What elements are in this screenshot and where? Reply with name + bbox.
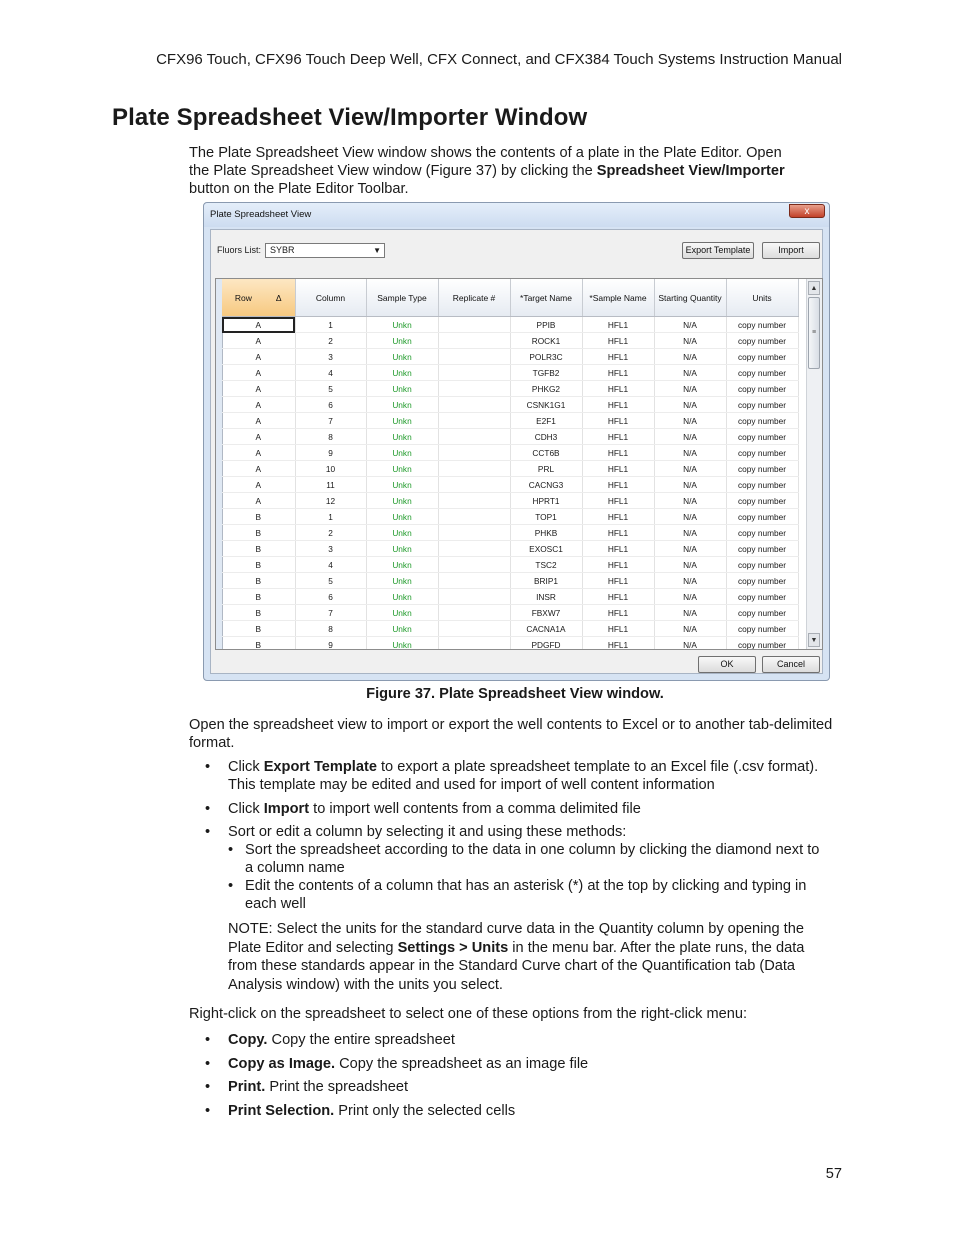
- table-row[interactable]: [222, 573, 798, 589]
- table-cell[interactable]: 2: [295, 525, 366, 541]
- bullet-text: to import well contents from a comma delimited file: [309, 801, 641, 817]
- methods-bullet-list: [205, 758, 825, 913]
- table-cell[interactable]: A: [222, 461, 295, 477]
- table-cell[interactable]: PRL: [510, 461, 582, 477]
- table-cell[interactable]: Unkn: [366, 333, 438, 349]
- option-name: Copy as Image.: [228, 1055, 336, 1072]
- table-cell[interactable]: [438, 349, 510, 365]
- table-cell[interactable]: B: [222, 541, 295, 557]
- column-header[interactable]: *Sample Name: [582, 279, 654, 317]
- export-template-button[interactable]: Export Template: [682, 242, 754, 259]
- table-cell[interactable]: 9: [295, 637, 366, 651]
- option-name: Print.: [228, 1079, 266, 1095]
- table-cell[interactable]: copy number: [726, 381, 798, 397]
- table-cell[interactable]: copy number: [726, 637, 798, 651]
- table-cell[interactable]: N/A: [654, 573, 726, 589]
- spreadsheet-table: [222, 279, 799, 650]
- table-row[interactable]: [222, 621, 798, 637]
- table-cell[interactable]: HFL1: [582, 397, 654, 413]
- table-cell[interactable]: [438, 493, 510, 509]
- table-cell[interactable]: Unkn: [366, 541, 438, 557]
- table-cell[interactable]: [438, 557, 510, 573]
- table-cell[interactable]: A: [222, 397, 295, 413]
- table-cell[interactable]: HFL1: [582, 589, 654, 605]
- table-cell[interactable]: A: [222, 333, 295, 349]
- table-cell[interactable]: ROCK1: [510, 333, 582, 349]
- scroll-up-icon[interactable]: ▲: [808, 281, 820, 295]
- table-cell[interactable]: HFL1: [582, 413, 654, 429]
- table-cell[interactable]: POLR3C: [510, 349, 582, 365]
- table-cell[interactable]: copy number: [726, 541, 798, 557]
- table-cell[interactable]: CACNG3: [510, 477, 582, 493]
- intro-line-3: button on the Plate Editor Toolbar.: [189, 181, 409, 197]
- table-cell[interactable]: 6: [295, 589, 366, 605]
- table-cell[interactable]: N/A: [654, 445, 726, 461]
- bullet-text: Click: [228, 801, 264, 817]
- table-cell[interactable]: [438, 509, 510, 525]
- column-header[interactable]: Column: [295, 279, 366, 317]
- table-cell[interactable]: N/A: [654, 333, 726, 349]
- section-title: Plate Spreadsheet View/Importer Window: [112, 104, 588, 131]
- table-cell[interactable]: copy number: [726, 573, 798, 589]
- bullet-bold-term: Export Template: [263, 759, 377, 775]
- table-cell[interactable]: Unkn: [366, 445, 438, 461]
- column-header[interactable]: Starting Quantity: [654, 279, 726, 317]
- table-cell[interactable]: 3: [295, 349, 366, 365]
- table-cell[interactable]: 5: [295, 573, 366, 589]
- table-cell[interactable]: A: [222, 365, 295, 381]
- table-row[interactable]: [222, 557, 798, 573]
- table-cell[interactable]: N/A: [654, 493, 726, 509]
- cancel-button[interactable]: Cancel: [762, 656, 820, 673]
- table-row[interactable]: [222, 317, 798, 333]
- table-cell[interactable]: E2F1: [510, 413, 582, 429]
- table-cell[interactable]: A: [222, 429, 295, 445]
- table-cell[interactable]: Unkn: [366, 621, 438, 637]
- table-cell[interactable]: TGFB2: [510, 365, 582, 381]
- table-cell[interactable]: copy number: [726, 589, 798, 605]
- export-paragraph: Open the spreadsheet view to import or export the well contents to Excel or to another tab-delimited format.: [189, 717, 833, 751]
- intro-line-1: The Plate Spreadsheet View window shows the contents of a plate in the Plate Editor. Open: [189, 145, 782, 161]
- table-cell[interactable]: Unkn: [366, 461, 438, 477]
- fluors-selected-value: SYBR: [270, 245, 295, 255]
- grid-header-row: [222, 279, 798, 317]
- import-button[interactable]: Import: [762, 242, 820, 259]
- table-cell[interactable]: HFL1: [582, 461, 654, 477]
- table-cell[interactable]: N/A: [654, 525, 726, 541]
- table-cell[interactable]: Unkn: [366, 381, 438, 397]
- table-cell[interactable]: copy number: [726, 397, 798, 413]
- table-cell[interactable]: TOP1: [510, 509, 582, 525]
- fluors-list-select[interactable]: [265, 243, 385, 258]
- table-cell[interactable]: HFL1: [582, 477, 654, 493]
- table-cell[interactable]: Unkn: [366, 637, 438, 651]
- table-cell[interactable]: N/A: [654, 557, 726, 573]
- table-cell[interactable]: 1: [295, 317, 366, 333]
- sub-bullet-list: [228, 841, 825, 913]
- table-cell[interactable]: copy number: [726, 445, 798, 461]
- list-item: [205, 1053, 825, 1077]
- sort-diamond-icon[interactable]: Δ: [275, 292, 282, 303]
- table-cell[interactable]: [438, 429, 510, 445]
- table-row[interactable]: [222, 589, 798, 605]
- table-cell[interactable]: B: [222, 637, 295, 651]
- table-cell[interactable]: HFL1: [582, 381, 654, 397]
- table-cell[interactable]: B: [222, 573, 295, 589]
- table-cell[interactable]: A: [222, 381, 295, 397]
- table-cell[interactable]: [438, 589, 510, 605]
- table-cell[interactable]: Unkn: [366, 573, 438, 589]
- table-cell[interactable]: Unkn: [366, 397, 438, 413]
- option-description: Copy the entire spreadsheet: [267, 1032, 455, 1048]
- table-cell[interactable]: Unkn: [366, 429, 438, 445]
- table-cell[interactable]: FBXW7: [510, 605, 582, 621]
- table-cell[interactable]: N/A: [654, 621, 726, 637]
- option-description: Copy the spreadsheet as an image file: [335, 1055, 589, 1072]
- figure-caption: Figure 37. Plate Spreadsheet View window.: [366, 686, 664, 702]
- table-cell[interactable]: PHKB: [510, 525, 582, 541]
- table-cell[interactable]: Unkn: [366, 413, 438, 429]
- table-row[interactable]: [222, 397, 798, 413]
- table-cell[interactable]: HFL1: [582, 333, 654, 349]
- table-cell[interactable]: 11: [295, 477, 366, 493]
- list-item: [205, 800, 825, 818]
- table-cell[interactable]: [438, 461, 510, 477]
- close-button[interactable]: x: [789, 204, 825, 218]
- table-cell[interactable]: A: [222, 349, 295, 365]
- table-cell[interactable]: 4: [295, 557, 366, 573]
- table-cell[interactable]: [438, 477, 510, 493]
- sub-list-item: • Sort the spreadsheet according to the data in one column by clicking the diamond next to a column name: [228, 841, 825, 877]
- table-cell[interactable]: EXOSC1: [510, 541, 582, 557]
- table-cell[interactable]: Unkn: [366, 557, 438, 573]
- right-click-paragraph: Right-click on the spreadsheet to select one of these options from the right-click menu:: [189, 1006, 748, 1022]
- table-cell[interactable]: N/A: [654, 605, 726, 621]
- table-cell[interactable]: 12: [295, 493, 366, 509]
- table-cell[interactable]: B: [222, 589, 295, 605]
- table-cell[interactable]: PDGFD: [510, 637, 582, 651]
- table-cell[interactable]: [438, 525, 510, 541]
- list-item: [205, 1029, 825, 1053]
- table-cell[interactable]: [438, 573, 510, 589]
- window-client-area: [210, 229, 823, 674]
- table-cell[interactable]: copy number: [726, 317, 798, 333]
- table-cell[interactable]: HFL1: [582, 605, 654, 621]
- table-cell[interactable]: N/A: [654, 413, 726, 429]
- table-cell[interactable]: N/A: [654, 541, 726, 557]
- option-description: Print the spreadsheet: [265, 1079, 409, 1095]
- table-row[interactable]: [222, 429, 798, 445]
- table-cell[interactable]: N/A: [654, 461, 726, 477]
- table-row[interactable]: [222, 493, 798, 509]
- table-cell[interactable]: [438, 397, 510, 413]
- table-cell[interactable]: [438, 317, 510, 333]
- table-cell[interactable]: 6: [295, 397, 366, 413]
- table-row[interactable]: [222, 381, 798, 397]
- table-cell[interactable]: copy number: [726, 333, 798, 349]
- table-cell[interactable]: N/A: [654, 589, 726, 605]
- table-cell[interactable]: BRIP1: [510, 573, 582, 589]
- table-cell[interactable]: HFL1: [582, 541, 654, 557]
- table-cell[interactable]: TSC2: [510, 557, 582, 573]
- table-cell[interactable]: HFL1: [582, 317, 654, 333]
- table-cell[interactable]: 1: [295, 509, 366, 525]
- table-cell[interactable]: B: [222, 509, 295, 525]
- intro-paragraph: [189, 144, 839, 198]
- table-cell[interactable]: [438, 381, 510, 397]
- table-cell[interactable]: Unkn: [366, 589, 438, 605]
- table-cell[interactable]: PHKG2: [510, 381, 582, 397]
- table-cell[interactable]: HFL1: [582, 445, 654, 461]
- table-cell[interactable]: Unkn: [366, 605, 438, 621]
- table-cell[interactable]: CDH3: [510, 429, 582, 445]
- note-text: in the menu bar. After the plate runs, the data from these standards appear in the Standard Curve chart of the Quantification tab (Data Analysis window) with the units you select.: [228, 939, 805, 993]
- table-row[interactable]: [222, 477, 798, 493]
- table-cell[interactable]: copy number: [726, 477, 798, 493]
- table-cell[interactable]: N/A: [654, 317, 726, 333]
- table-cell[interactable]: HFL1: [582, 525, 654, 541]
- column-header[interactable]: [222, 279, 295, 317]
- intro-line-2: the Plate Spreadsheet View window (Figure 37) by clicking the: [189, 163, 597, 179]
- table-cell[interactable]: 2: [295, 333, 366, 349]
- table-cell[interactable]: [438, 621, 510, 637]
- table-cell[interactable]: [438, 637, 510, 651]
- table-cell[interactable]: HPRT1: [510, 493, 582, 509]
- table-cell[interactable]: copy number: [726, 365, 798, 381]
- table-cell[interactable]: HFL1: [582, 637, 654, 651]
- table-row[interactable]: [222, 605, 798, 621]
- note-bold-term: Settings > Units: [397, 939, 509, 956]
- table-cell[interactable]: copy number: [726, 493, 798, 509]
- table-cell[interactable]: INSR: [510, 589, 582, 605]
- column-header[interactable]: Replicate #: [438, 279, 510, 317]
- table-cell[interactable]: 8: [295, 621, 366, 637]
- table-cell[interactable]: Unkn: [366, 477, 438, 493]
- table-cell[interactable]: Unkn: [366, 349, 438, 365]
- table-cell[interactable]: CCT6B: [510, 445, 582, 461]
- running-header: CFX96 Touch, CFX96 Touch Deep Well, CFX Connect, and CFX384 Touch Systems Instruction Manual: [156, 51, 842, 68]
- fluors-list-label: Fluors List:: [217, 245, 262, 255]
- table-cell[interactable]: B: [222, 605, 295, 621]
- column-header-label: Row: [234, 292, 252, 303]
- table-cell[interactable]: HFL1: [582, 365, 654, 381]
- table-cell[interactable]: copy number: [726, 413, 798, 429]
- table-cell[interactable]: 9: [295, 445, 366, 461]
- table-cell[interactable]: [438, 445, 510, 461]
- table-cell[interactable]: copy number: [726, 525, 798, 541]
- table-cell[interactable]: A: [222, 413, 295, 429]
- table-cell[interactable]: HFL1: [582, 557, 654, 573]
- table-cell[interactable]: N/A: [654, 637, 726, 651]
- ok-button[interactable]: OK: [698, 656, 756, 673]
- table-cell[interactable]: HFL1: [582, 349, 654, 365]
- scroll-down-icon[interactable]: ▼: [808, 633, 820, 647]
- column-header[interactable]: Sample Type: [366, 279, 438, 317]
- table-cell[interactable]: B: [222, 621, 295, 637]
- table-cell[interactable]: N/A: [654, 429, 726, 445]
- table-cell[interactable]: copy number: [726, 461, 798, 477]
- table-row[interactable]: [222, 525, 798, 541]
- table-cell[interactable]: copy number: [726, 621, 798, 637]
- table-cell[interactable]: HFL1: [582, 429, 654, 445]
- table-cell[interactable]: CSNK1G1: [510, 397, 582, 413]
- table-cell[interactable]: Unkn: [366, 509, 438, 525]
- table-cell[interactable]: 7: [295, 413, 366, 429]
- note-text: NOTE: Select the units for the standard curve data in the Quantity column by opening the Plate Editor and selecting: [228, 921, 804, 956]
- table-cell[interactable]: B: [222, 525, 295, 541]
- list-item: [205, 758, 825, 794]
- table-cell[interactable]: [438, 333, 510, 349]
- bullet-bold-term: Import: [263, 801, 310, 817]
- right-click-options-list: [205, 1029, 825, 1123]
- table-row[interactable]: [222, 365, 798, 381]
- window-title: Plate Spreadsheet View: [210, 209, 312, 220]
- intro-bold-term: Spreadsheet View/Importer: [596, 163, 785, 179]
- table-row[interactable]: [222, 445, 798, 461]
- spreadsheet-grid[interactable]: [215, 278, 823, 650]
- table-cell[interactable]: N/A: [654, 509, 726, 525]
- table-cell[interactable]: CACNA1A: [510, 621, 582, 637]
- option-name: Print Selection.: [228, 1102, 335, 1119]
- table-cell[interactable]: 10: [295, 461, 366, 477]
- table-cell[interactable]: N/A: [654, 349, 726, 365]
- column-header[interactable]: Units: [726, 279, 798, 317]
- note-paragraph: [228, 920, 828, 994]
- table-cell[interactable]: 3: [295, 541, 366, 557]
- table-cell[interactable]: Unkn: [366, 525, 438, 541]
- table-cell[interactable]: PPIB: [510, 317, 582, 333]
- scroll-thumb[interactable]: ≡: [808, 297, 820, 369]
- table-row[interactable]: [222, 637, 798, 651]
- plate-spreadsheet-window: [203, 202, 830, 681]
- table-cell[interactable]: [438, 605, 510, 621]
- table-cell[interactable]: [438, 541, 510, 557]
- table-cell[interactable]: 5: [295, 381, 366, 397]
- sub-list-item: • Edit the contents of a column that has an asterisk (*) at the top by clicking and typing in each well: [228, 877, 825, 913]
- list-item: [205, 1100, 825, 1124]
- table-cell[interactable]: N/A: [654, 477, 726, 493]
- table-row[interactable]: [222, 509, 798, 525]
- column-header[interactable]: *Target Name: [510, 279, 582, 317]
- table-row[interactable]: [222, 333, 798, 349]
- table-cell[interactable]: A: [222, 317, 295, 333]
- table-cell[interactable]: HFL1: [582, 493, 654, 509]
- table-cell[interactable]: [438, 413, 510, 429]
- table-cell[interactable]: [438, 365, 510, 381]
- table-cell[interactable]: B: [222, 557, 295, 573]
- table-cell[interactable]: Unkn: [366, 317, 438, 333]
- table-cell[interactable]: 7: [295, 605, 366, 621]
- bullet-text: to export a plate spreadsheet template to an Excel file (.csv format). This template may be edited and used for import of well content information: [228, 759, 819, 793]
- vertical-scrollbar[interactable]: [806, 279, 822, 649]
- bullet-text: Click: [228, 759, 264, 775]
- table-cell[interactable]: 4: [295, 365, 366, 381]
- table-row[interactable]: [222, 461, 798, 477]
- table-cell[interactable]: Unkn: [366, 493, 438, 509]
- option-name: Copy.: [228, 1032, 268, 1048]
- chevron-down-icon: ▼: [373, 246, 381, 255]
- bullet-text: Sort or edit a column by selecting it and using these methods:: [228, 824, 627, 840]
- table-cell[interactable]: Unkn: [366, 365, 438, 381]
- table-cell[interactable]: HFL1: [582, 573, 654, 589]
- window-titlebar: [204, 203, 829, 227]
- option-description: Print only the selected cells: [334, 1102, 516, 1119]
- list-item: [205, 1076, 825, 1100]
- table-cell[interactable]: N/A: [654, 397, 726, 413]
- table-cell[interactable]: HFL1: [582, 621, 654, 637]
- table-cell[interactable]: A: [222, 493, 295, 509]
- table-row[interactable]: [222, 413, 798, 429]
- table-cell[interactable]: 8: [295, 429, 366, 445]
- table-cell[interactable]: copy number: [726, 429, 798, 445]
- table-cell[interactable]: copy number: [726, 557, 798, 573]
- table-cell[interactable]: copy number: [726, 349, 798, 365]
- table-row[interactable]: [222, 541, 798, 557]
- list-item: [205, 823, 825, 913]
- table-row[interactable]: [222, 349, 798, 365]
- table-cell[interactable]: A: [222, 445, 295, 461]
- table-cell[interactable]: N/A: [654, 381, 726, 397]
- grid-body: [222, 317, 798, 651]
- table-cell[interactable]: N/A: [654, 365, 726, 381]
- table-cell[interactable]: copy number: [726, 509, 798, 525]
- table-cell[interactable]: A: [222, 477, 295, 493]
- page-number: 57: [825, 1166, 842, 1182]
- table-cell[interactable]: HFL1: [582, 509, 654, 525]
- table-cell[interactable]: copy number: [726, 605, 798, 621]
